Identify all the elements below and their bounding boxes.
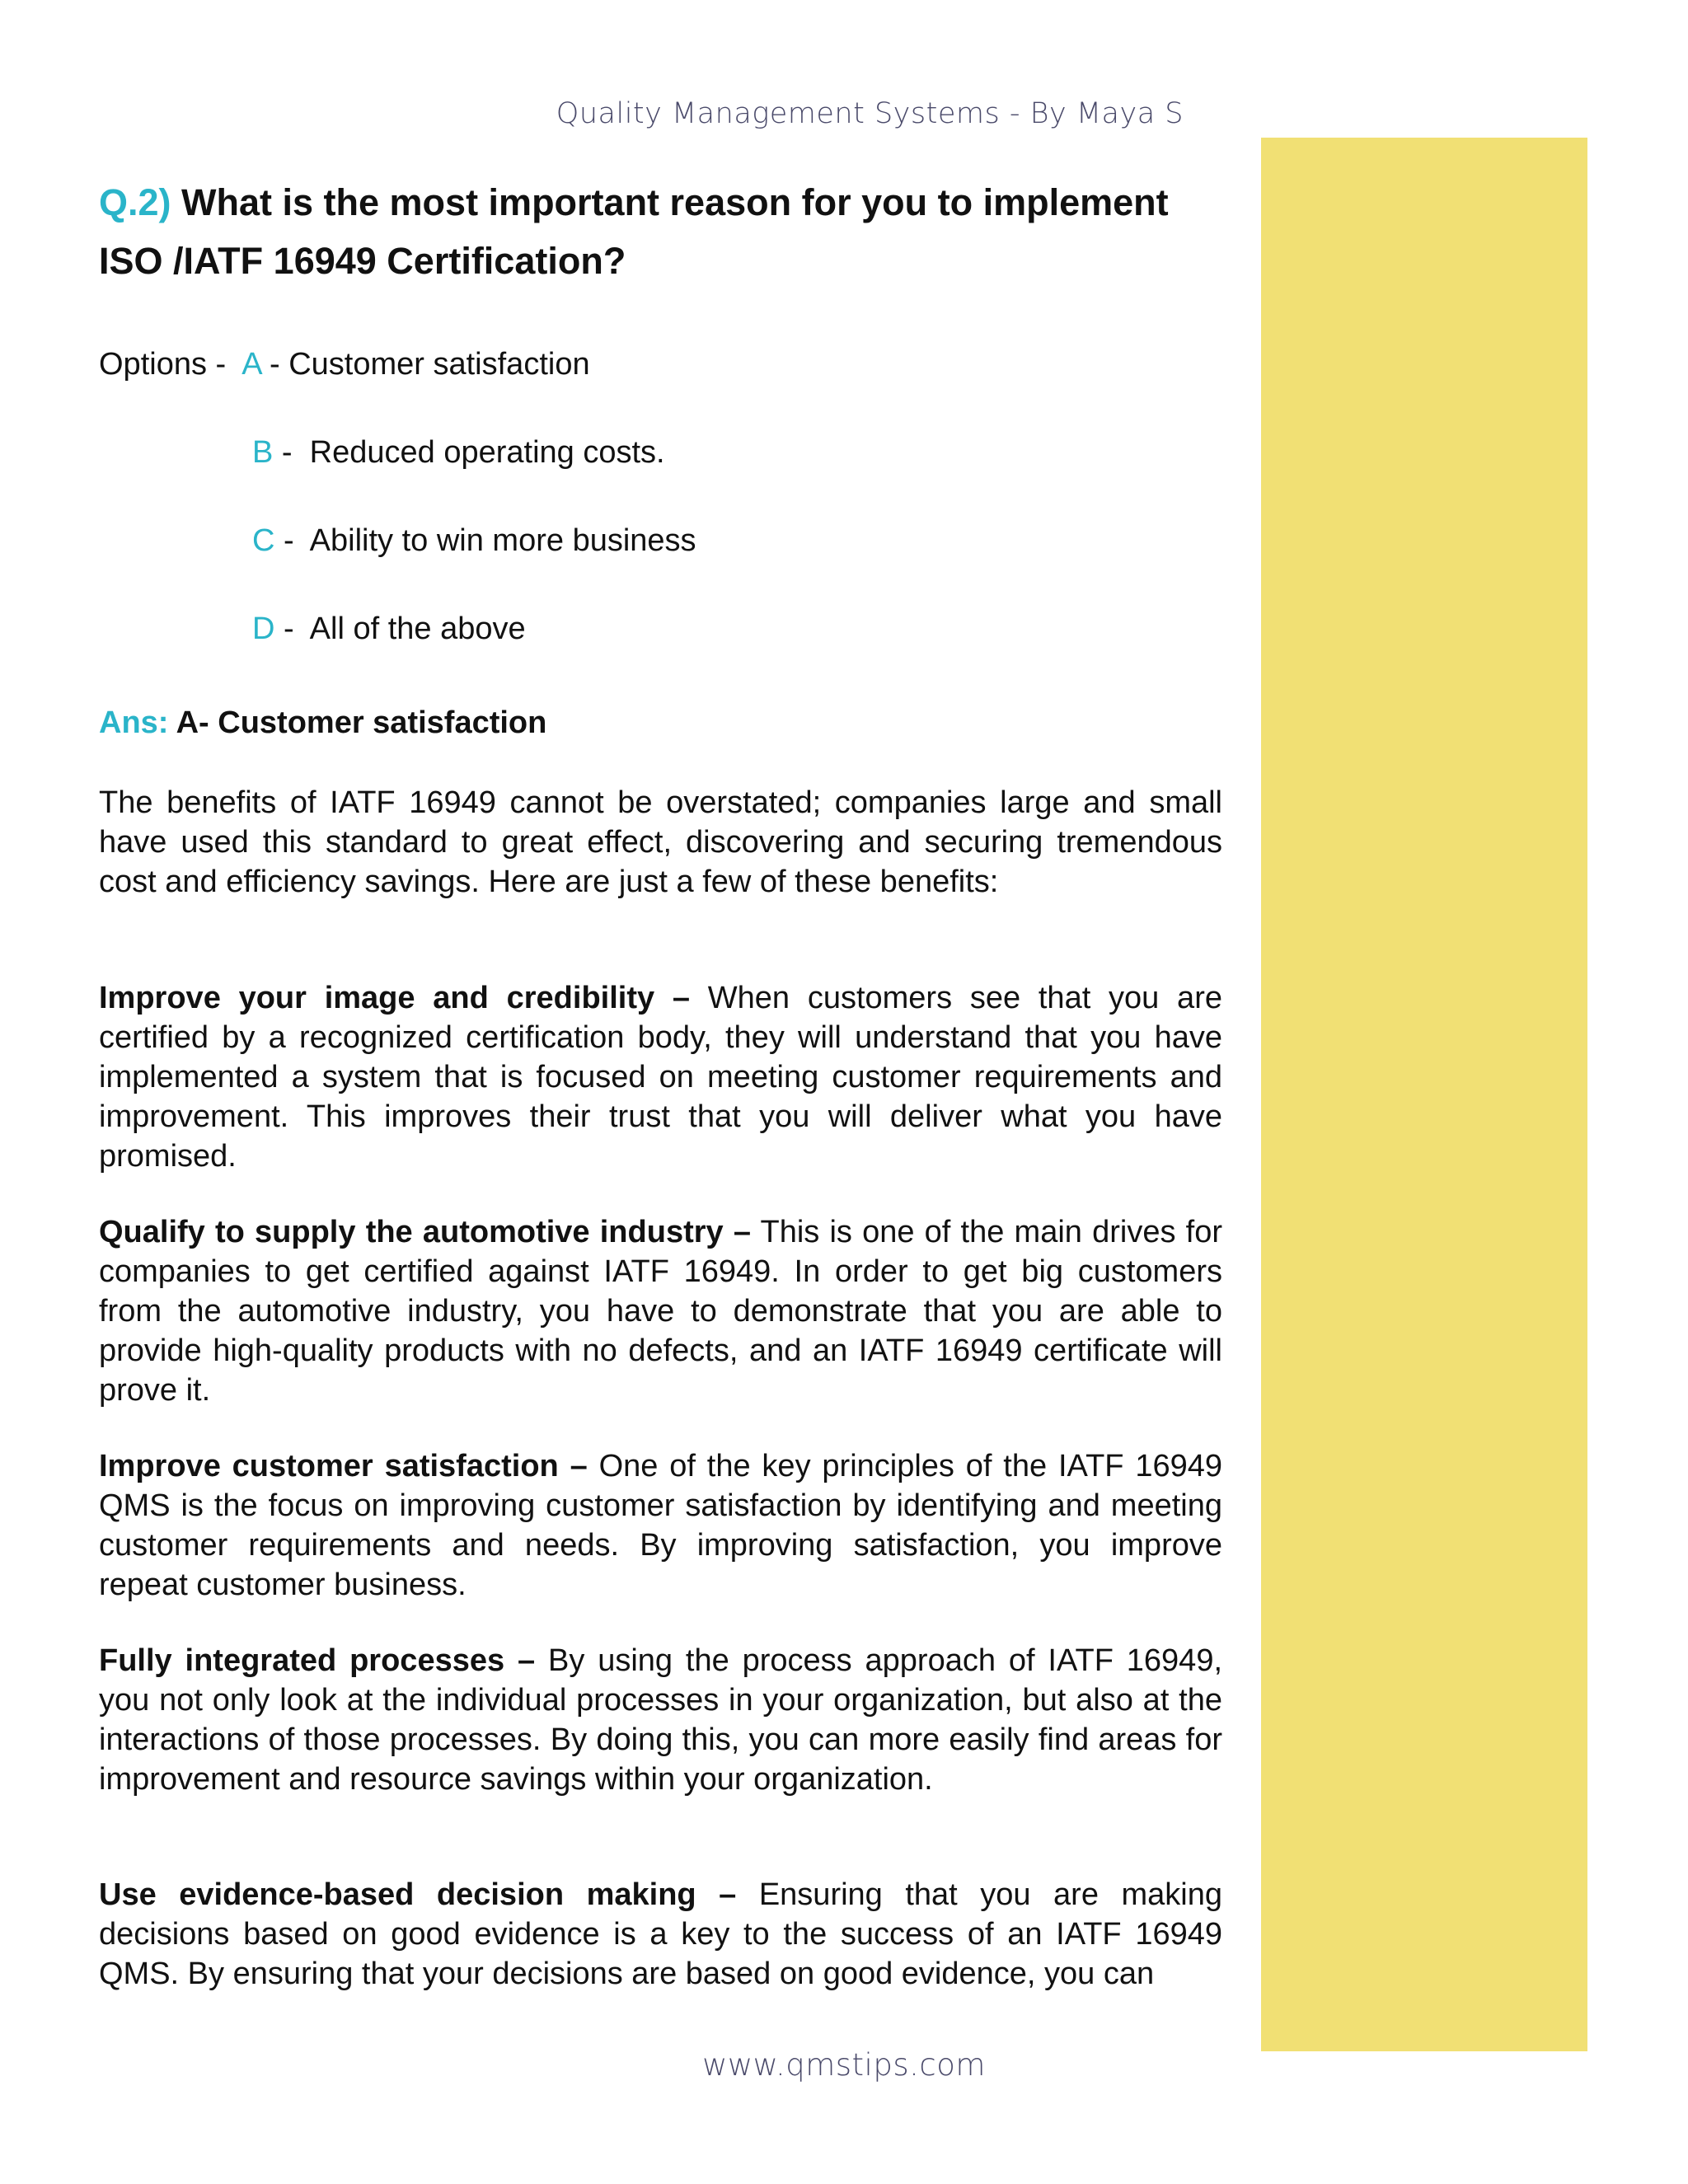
benefit-paragraph-satisfaction <box>99 1446 1222 1605</box>
paragraph-heading: Improve your image and credibility – <box>99 981 691 1015</box>
question-number: Q.2) <box>99 181 171 223</box>
paragraph-text: When customers see that you are certified by a recognized certification body, they will understand that you have implemented a system that is focused on meeting customer requirements and improvement. This improves their trust that you will deliver what you have promised. <box>99 981 1222 1174</box>
question-heading <box>99 173 1228 290</box>
page-header: Quality Management Systems - By Maya S <box>556 97 1184 130</box>
option-b <box>252 435 665 471</box>
answer-text: A- Customer satisfaction <box>168 705 547 740</box>
option-letter: B <box>252 435 274 470</box>
paragraph-text: By using the process approach of IATF 16949, you not only look at the individual processes in your organization, but also at the interactions of those processes. By doing this, you can more easily find areas for improvement and resource savings within your organization. <box>99 1643 1223 1797</box>
paragraph-text: This is one of the main drives for companies to get certified against IATF 16949. In order to get big customers from the automotive industry, you have to demonstrate that you are able to provide high-quality products with no defects, and an IATF 16949 certificate will prove it. <box>99 1215 1222 1408</box>
answer-line <box>99 705 546 741</box>
option-text: - Reduced operating costs. <box>273 435 665 470</box>
option-c <box>252 523 696 559</box>
option-text: - All of the above <box>274 612 526 646</box>
option-text: - Ability to win more business <box>274 523 696 558</box>
option-a <box>99 347 590 382</box>
paragraph-heading: Fully integrated processes – <box>99 1643 536 1678</box>
footer-url: www.qmstips.com <box>702 2047 986 2083</box>
paragraph-text: The benefits of IATF 16949 cannot be overstated; companies large and small have used this standard to great effect, discovering and securing tremendous cost and efficiency savings. Here are just a few of these benefits: <box>99 785 1222 899</box>
paragraph-text: Ensuring that you are making decisions based on good evidence is a key to the success of an IATF 16949 QMS. By ensuring that your decisions are based on good evidence, you can <box>99 1877 1222 1991</box>
benefit-paragraph-automotive <box>99 1212 1222 1410</box>
paragraph-heading: Use evidence-based decision making – <box>99 1877 737 1912</box>
answer-label: Ans: <box>99 705 169 740</box>
option-text: - Customer satisfaction <box>260 347 590 382</box>
option-d <box>252 612 526 647</box>
benefit-paragraph-image <box>99 978 1222 1176</box>
paragraph-heading: Qualify to supply the automotive industry – <box>99 1215 751 1249</box>
benefit-paragraph-processes <box>99 1641 1222 1799</box>
option-letter: C <box>252 523 275 558</box>
paragraph-heading: Improve customer satisfaction – <box>99 1449 588 1483</box>
question-text: What is the most important reason for you to implement ISO /IATF 16949 Certification? <box>99 181 1169 282</box>
option-letter: D <box>252 612 275 646</box>
intro-paragraph <box>99 783 1222 902</box>
option-letter: A <box>241 347 261 382</box>
decorative-side-panel <box>1261 138 1587 2051</box>
paragraph-text: One of the key principles of the IATF 16949 QMS is the focus on improving customer satisfaction by identifying and meeting customer requirements and needs. By improving satisfaction, you improve repeat customer business. <box>99 1449 1222 1602</box>
options-prefix: Options - <box>99 347 242 382</box>
benefit-paragraph-evidence <box>99 1875 1222 1994</box>
